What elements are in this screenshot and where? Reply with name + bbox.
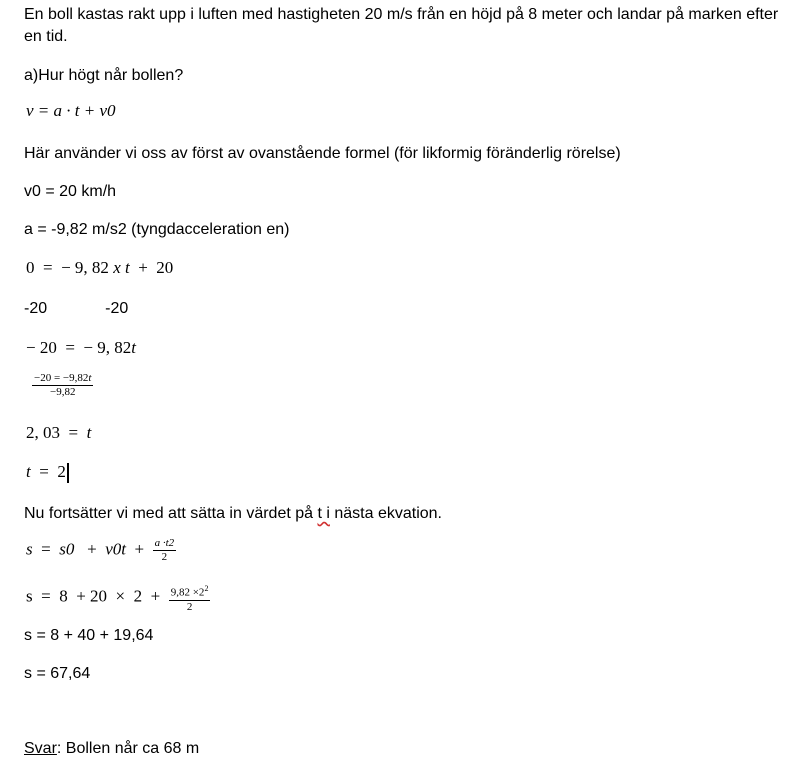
eq6-text: s = 8 + 20 × 2 + bbox=[26, 586, 169, 606]
formula-velocity bbox=[26, 100, 116, 122]
eq3-t: t bbox=[86, 423, 92, 442]
subtract-left: -20 bbox=[24, 300, 48, 317]
eq1-t: t bbox=[120, 258, 130, 277]
formula-velocity-text: v = a · t + v0 bbox=[26, 101, 116, 120]
equation-1 bbox=[26, 257, 173, 279]
eq1-lhs: 0 = bbox=[26, 258, 62, 277]
eq1-rhs: + 20 bbox=[129, 258, 174, 277]
answer-label: Svar bbox=[24, 740, 57, 757]
subtract-line bbox=[24, 298, 128, 320]
spellcheck-mark[interactable]: t i bbox=[317, 505, 330, 522]
continue-text bbox=[24, 503, 442, 525]
continue-before: Nu fortsätter vi med att sätta in värdet på bbox=[24, 505, 318, 522]
fraction-denominator: −9,82 bbox=[49, 386, 76, 398]
question-a: a)Hur högt når bollen? bbox=[24, 67, 184, 84]
eq4-rest: = 2 bbox=[30, 462, 66, 481]
fraction-equation bbox=[32, 372, 93, 399]
result-line: s = 67,64 bbox=[24, 665, 91, 682]
acceleration-value: a = -9,82 m/s2 (tyngdacceleration en) bbox=[24, 221, 290, 238]
equation-5: s = s0 + v0t + $\frac{a \cdot t2}{2}$ bbox=[26, 537, 175, 563]
equation-3 bbox=[26, 422, 91, 444]
continue-after: nästa ekvation. bbox=[329, 505, 442, 522]
eq3-lhs: 2, 03 = bbox=[26, 423, 87, 442]
answer-text: : Bollen når ca 68 m bbox=[56, 740, 200, 757]
eq6-fraction bbox=[169, 582, 211, 614]
equation-6 bbox=[26, 582, 210, 614]
equation-4[interactable] bbox=[26, 461, 69, 483]
sum-line: s = 8 + 40 + 19,64 bbox=[24, 627, 154, 644]
eq2-text: − 20 = − 9, 82 bbox=[26, 338, 132, 357]
eq5-denominator: 2 bbox=[161, 551, 168, 563]
text-cursor bbox=[67, 463, 69, 483]
answer-line bbox=[24, 738, 199, 760]
problem-intro: En boll kastas rakt upp i luften med hastigheten 20 m/s från en höjd på 8 meter och landar på marken efter en tid. bbox=[24, 6, 779, 45]
eq4-t: t bbox=[26, 462, 31, 481]
explanation-text: Här använder vi oss av först av ovanstående formel (för likformig föränderlig rörelse) bbox=[24, 145, 621, 162]
eq6-numerator: $9,82 \times 2^2$ bbox=[170, 584, 209, 599]
equation-2 bbox=[26, 337, 136, 359]
fraction bbox=[32, 372, 93, 399]
eq1-x: x bbox=[113, 258, 121, 277]
eq1-mid: − 9, 82 bbox=[61, 258, 114, 277]
fraction-numerator: −20 = −9,82t bbox=[34, 372, 92, 384]
eq5-numerator: a ·t2 bbox=[154, 537, 175, 549]
eq5-s0: s0 bbox=[59, 539, 75, 559]
eq5-fraction bbox=[153, 537, 177, 564]
eq6-denominator: 2 bbox=[186, 600, 193, 613]
v0-value: v0 = 20 km/h bbox=[24, 183, 117, 200]
eq5-v0t: v0t bbox=[105, 539, 126, 559]
eq2-t: t bbox=[131, 338, 136, 357]
eq5-s: s bbox=[26, 539, 33, 559]
subtract-right: -20 bbox=[105, 300, 129, 317]
